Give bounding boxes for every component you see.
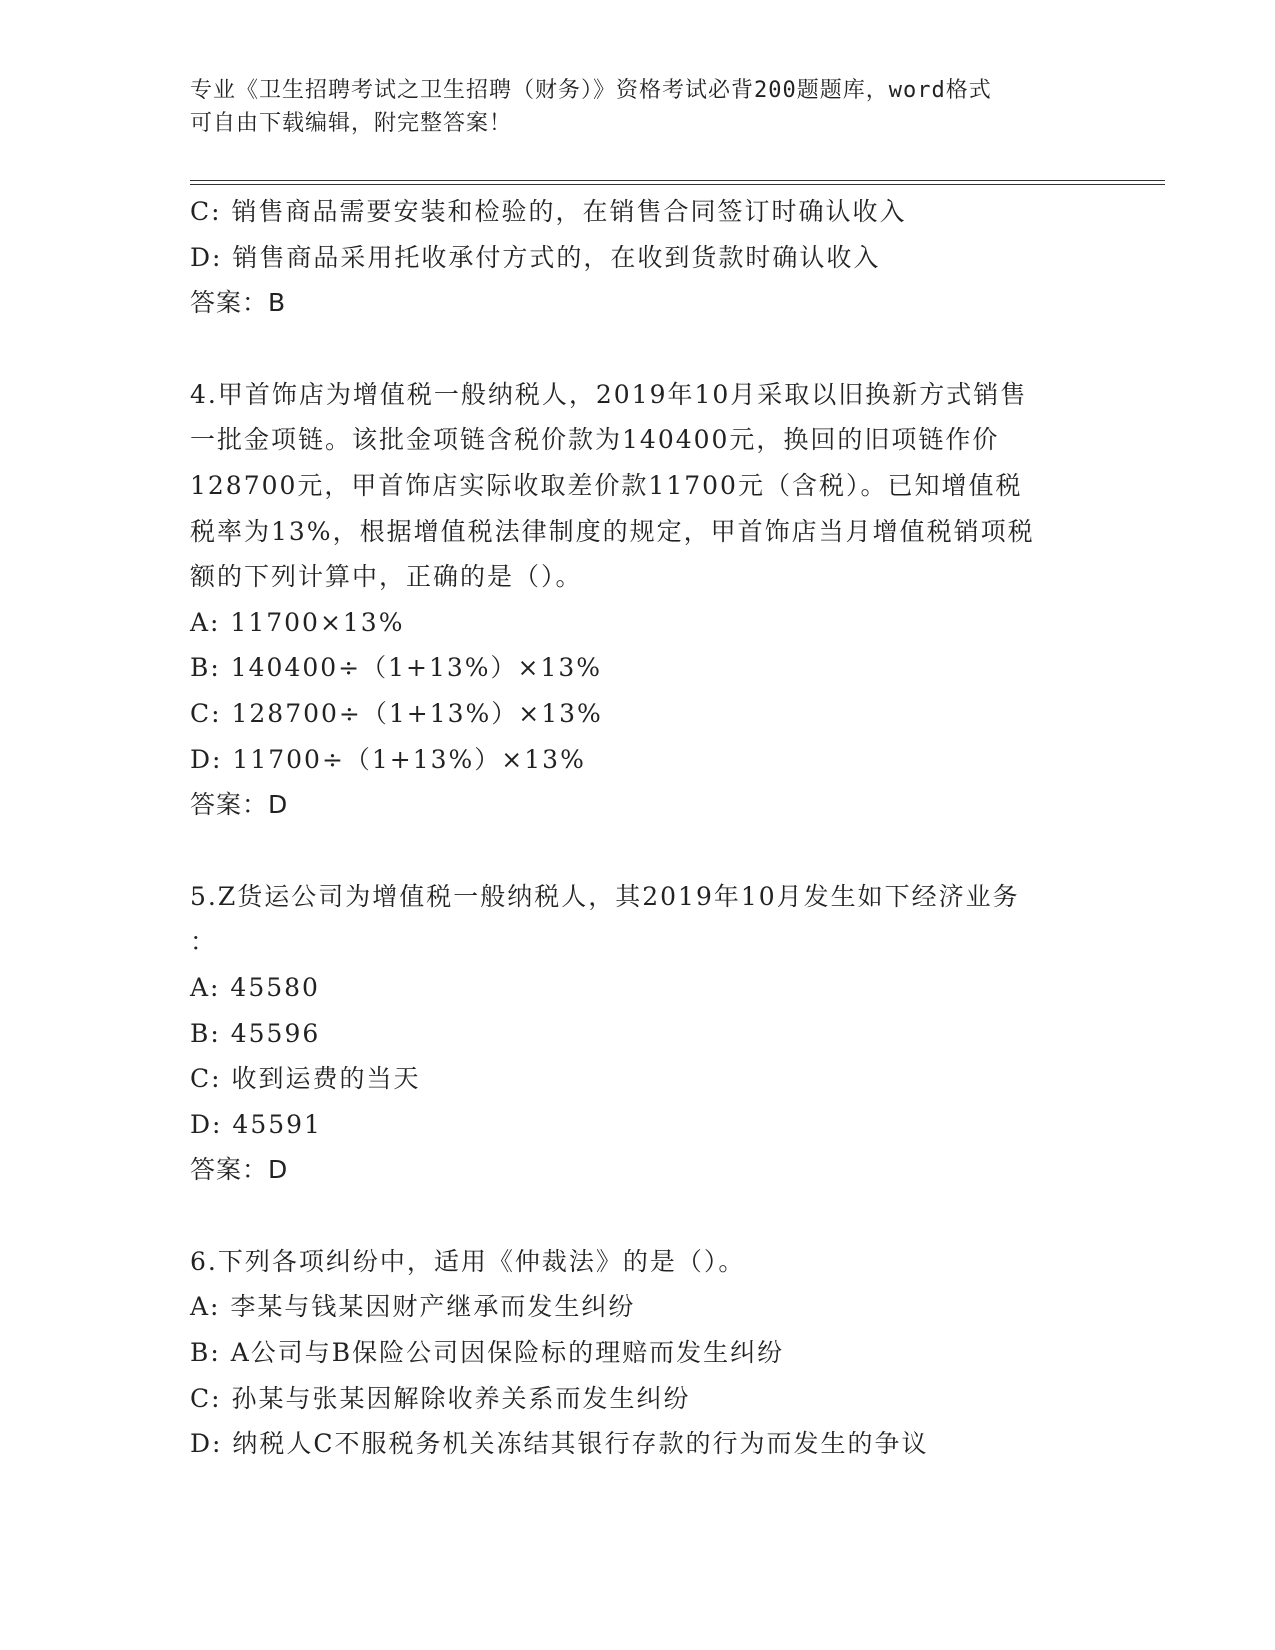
question-stem-line: 6.下列各项纠纷中，适用《仲裁法》的是（）。 [190, 1246, 746, 1276]
option-b: B: 140400÷（1+13%）×13% [190, 653, 603, 683]
option-d: D: 11700÷（1+13%）×13% [190, 744, 586, 774]
question-stem-line: 5.Z货运公司为增值税一般纳税人，其2019年10月发生如下经济业务 [190, 881, 1020, 911]
question-stem-line: 128700元，甲首饰店实际收取差价款11700元（含税）。已知增值税 [190, 470, 1023, 500]
question-stem-line: 税率为13%，根据增值税法律制度的规定，甲首饰店当月增值税销项税 [190, 516, 1035, 546]
option-c: C: 128700÷（1+13%）×13% [190, 698, 603, 728]
document-header [190, 74, 1090, 140]
option-a: A: 李某与钱某因财产继承而发生纠纷 [190, 1292, 636, 1322]
header-title-line-2: 可自由下载编辑，附完整答案！ [190, 111, 513, 136]
option-d: D: 45591 [190, 1109, 322, 1139]
option-a: A: 11700×13% [190, 607, 405, 637]
question-stem-line: 额的下列计算中，正确的是（）。 [190, 562, 583, 592]
header-title-line-1: 专业《卫生招聘考试之卫生招聘（财务）》资格考试必背200题题库，word格式 [190, 78, 992, 103]
option-c: C: 孙某与张某因解除收养关系而发生纠纷 [190, 1383, 691, 1413]
question-3-tail [190, 189, 1090, 326]
answer-text: 答案：D [190, 1155, 289, 1185]
question-stem-line: 4.甲首饰店为增值税一般纳税人，2019年10月采取以旧换新方式销售 [190, 379, 1028, 409]
question-stem-line: ： [190, 927, 218, 957]
question-list [190, 189, 1090, 1467]
option-a: A: 45580 [190, 972, 320, 1002]
option-d: D: 销售商品采用托收承付方式的，在收到货款时确认收入 [190, 242, 881, 272]
spacer [190, 828, 1090, 874]
header-divider-top [190, 180, 1165, 181]
spacer [190, 326, 1090, 372]
spacer [190, 1193, 1090, 1239]
question-stem-line: 一批金项链。该批金项链含税价款为140400元，换回的旧项链作价 [190, 425, 1000, 455]
header-divider-bottom [190, 184, 1165, 185]
option-d: D: 纳税人C不服税务机关冻结其银行存款的行为而发生的争议 [190, 1429, 929, 1459]
answer-text: 答案：B [190, 288, 287, 318]
option-c: C: 销售商品需要安装和检验的，在销售合同签订时确认收入 [190, 197, 907, 226]
option-c: C: 收到运费的当天 [190, 1064, 421, 1094]
answer-text: 答案：D [190, 790, 289, 820]
question-5 [190, 874, 1090, 1193]
question-6 [190, 1239, 1090, 1467]
question-4 [190, 372, 1090, 828]
option-b: B: 45596 [190, 1018, 321, 1048]
option-b: B: A公司与B保险公司因保险标的理赔而发生纠纷 [190, 1338, 785, 1368]
